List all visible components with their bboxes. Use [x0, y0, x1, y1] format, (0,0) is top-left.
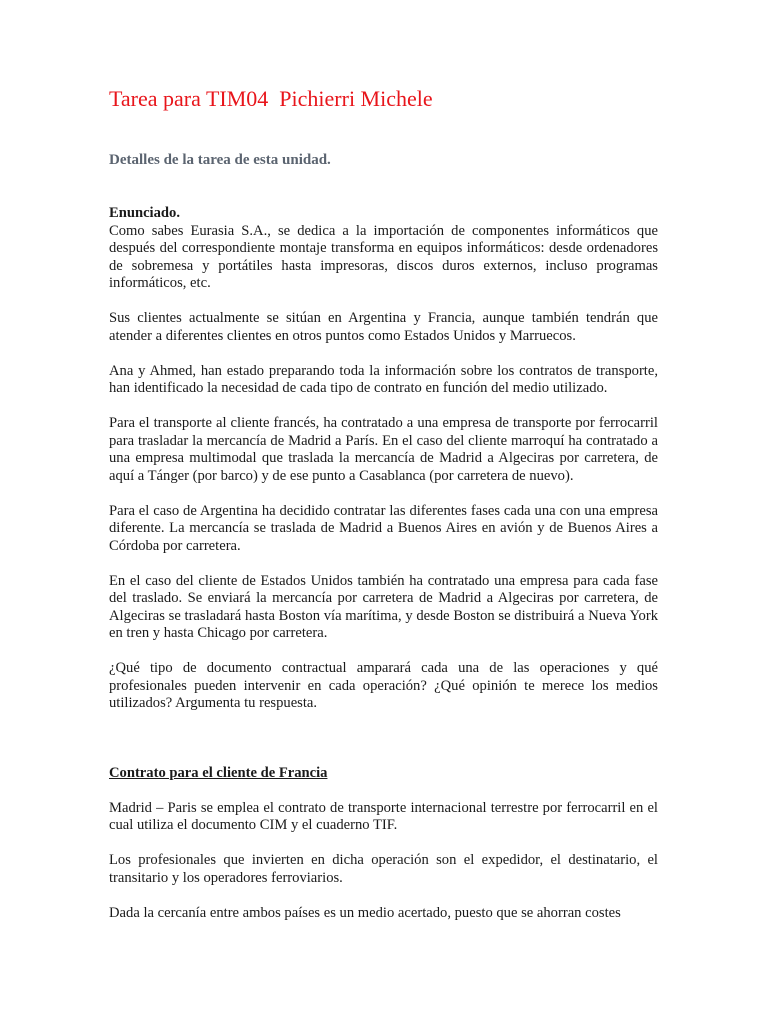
enunciado-heading: Enunciado.	[109, 205, 180, 221]
francia-paragraph: Madrid – Paris se emplea el contrato de transporte internacional terrestre por ferrocarril en el cual utiliza el documento CIM y el cuaderno TIF.	[109, 799, 658, 833]
francia-paragraph: Dada la cercanía entre ambos países es un medio acertado, puesto que se ahorran costes	[109, 904, 621, 921]
document-body	[109, 205, 658, 922]
francia-paragraph: Los profesionales que invierten en dicha operación son el expedidor, el destinatario, el transitario y los operadores ferroviarios.	[109, 852, 658, 886]
enunciado-paragraph: Como sabes Eurasia S.A., se dedica a la importación de componentes informáticos que después del correspondiente montaje transforma en equipos informáticos: desde ordenadores de sobremesa y portátiles hasta impresoras, discos duros externos, incluso programas informáticos, etc.	[109, 222, 658, 291]
enunciado-paragraph: Sus clientes actualmente se sitúan en Argentina y Francia, aunque también tendrán que atender a diferentes clientes en otros puntos como Estados Unidos y Marruecos.	[109, 310, 658, 344]
enunciado-paragraph: ¿Qué tipo de documento contractual amparará cada una de las operaciones y qué profesionales pueden intervenir en cada operación? ¿Qué opinión te merece los medios utilizados? Argumenta tu respuesta.	[109, 660, 658, 711]
enunciado-paragraph: Para el caso de Argentina ha decidido contratar las diferentes fases cada una con una empresa diferente. La mercancía se traslada de Madrid a Buenos Aires en avión y de Buenos Aires a Córdoba por carretera.	[109, 502, 658, 554]
enunciado-paragraph: Para el transporte al cliente francés, ha contratado a una empresa de transporte por ferrocarril para trasladar la mercancía de Madrid a París. En el caso del cliente marroquí ha contratado a una empresa multimodal que traslada la mercancía de Madrid a Algeciras por carretera, de aquí a Tánger (por barco) y de ese punto a Casablanca (por carretera de nuevo).	[109, 415, 658, 484]
document-title: Tarea para TIM04 Pichierri Michele	[109, 86, 433, 111]
enunciado-paragraph: En el caso del cliente de Estados Unidos también ha contratado una empresa para cada fase del traslado. Se enviará la mercancía por carretera de Madrid a Algeciras por carretera, de Algeciras se trasladará hasta Boston vía marítima, y desde Boston se distribuirá a Nueva York en tren y hasta Chicago por carretera.	[109, 572, 658, 641]
document-subtitle: Detalles de la tarea de esta unidad.	[109, 152, 331, 168]
section-spacer	[109, 713, 658, 765]
enunciado-paragraph: Ana y Ahmed, han estado preparando toda la información sobre los contratos de transporte, han identificado la necesidad de cada tipo de contrato en función del medio utilizado.	[109, 362, 658, 396]
heading-spacer	[109, 782, 658, 800]
francia-heading: Contrato para el cliente de Francia	[109, 764, 328, 781]
